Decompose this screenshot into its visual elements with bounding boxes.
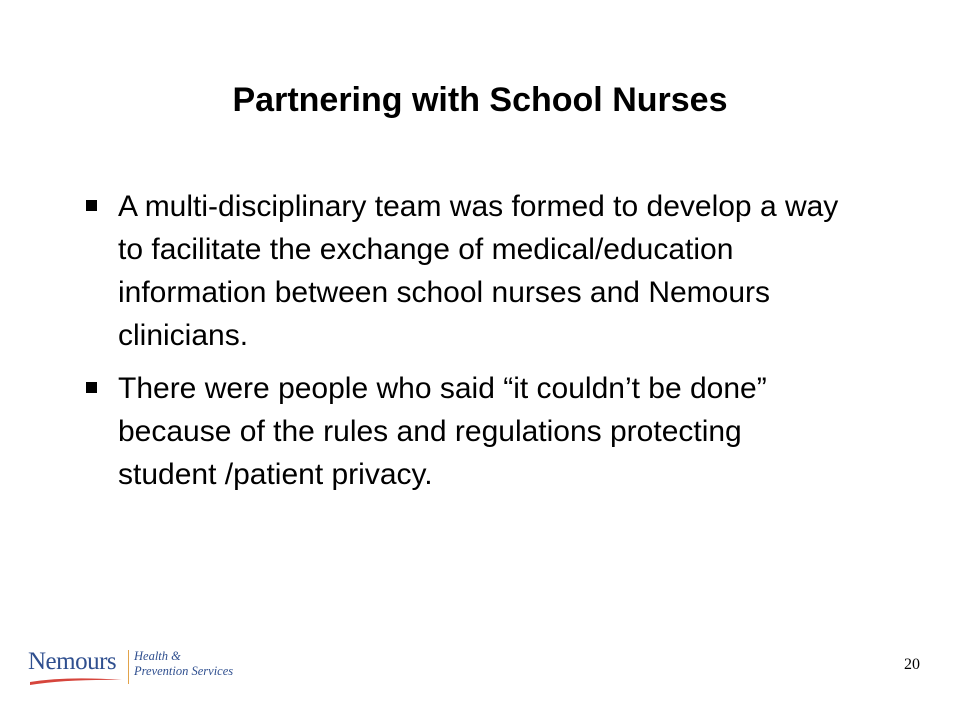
page-number: 20 [904,656,920,673]
square-bullet-icon [86,382,97,393]
logo-tagline-line1: Health & [134,649,181,663]
logo-tagline [134,649,233,679]
logo-brand-text: Nemours [28,648,117,675]
square-bullet-icon [86,200,97,211]
bullet-item [86,367,846,496]
bullet-text: There were people who said “it couldn’t be done” because of the rules and regulations protecting student /patient privacy. [118,372,767,491]
bullet-text: A multi-disciplinary team was formed to develop a way to facilitate the exchange of medical/education information between school nurses and Nemours clinicians. [118,190,839,352]
slide-title: Partnering with School Nurses [232,81,728,119]
logo-tagline-line2: Prevention Services [134,664,234,678]
bullet-item [86,185,846,357]
bullet-list [86,185,846,506]
logo-divider [128,650,129,684]
nemours-logo [28,646,234,690]
logo-swoosh-icon [28,676,124,686]
